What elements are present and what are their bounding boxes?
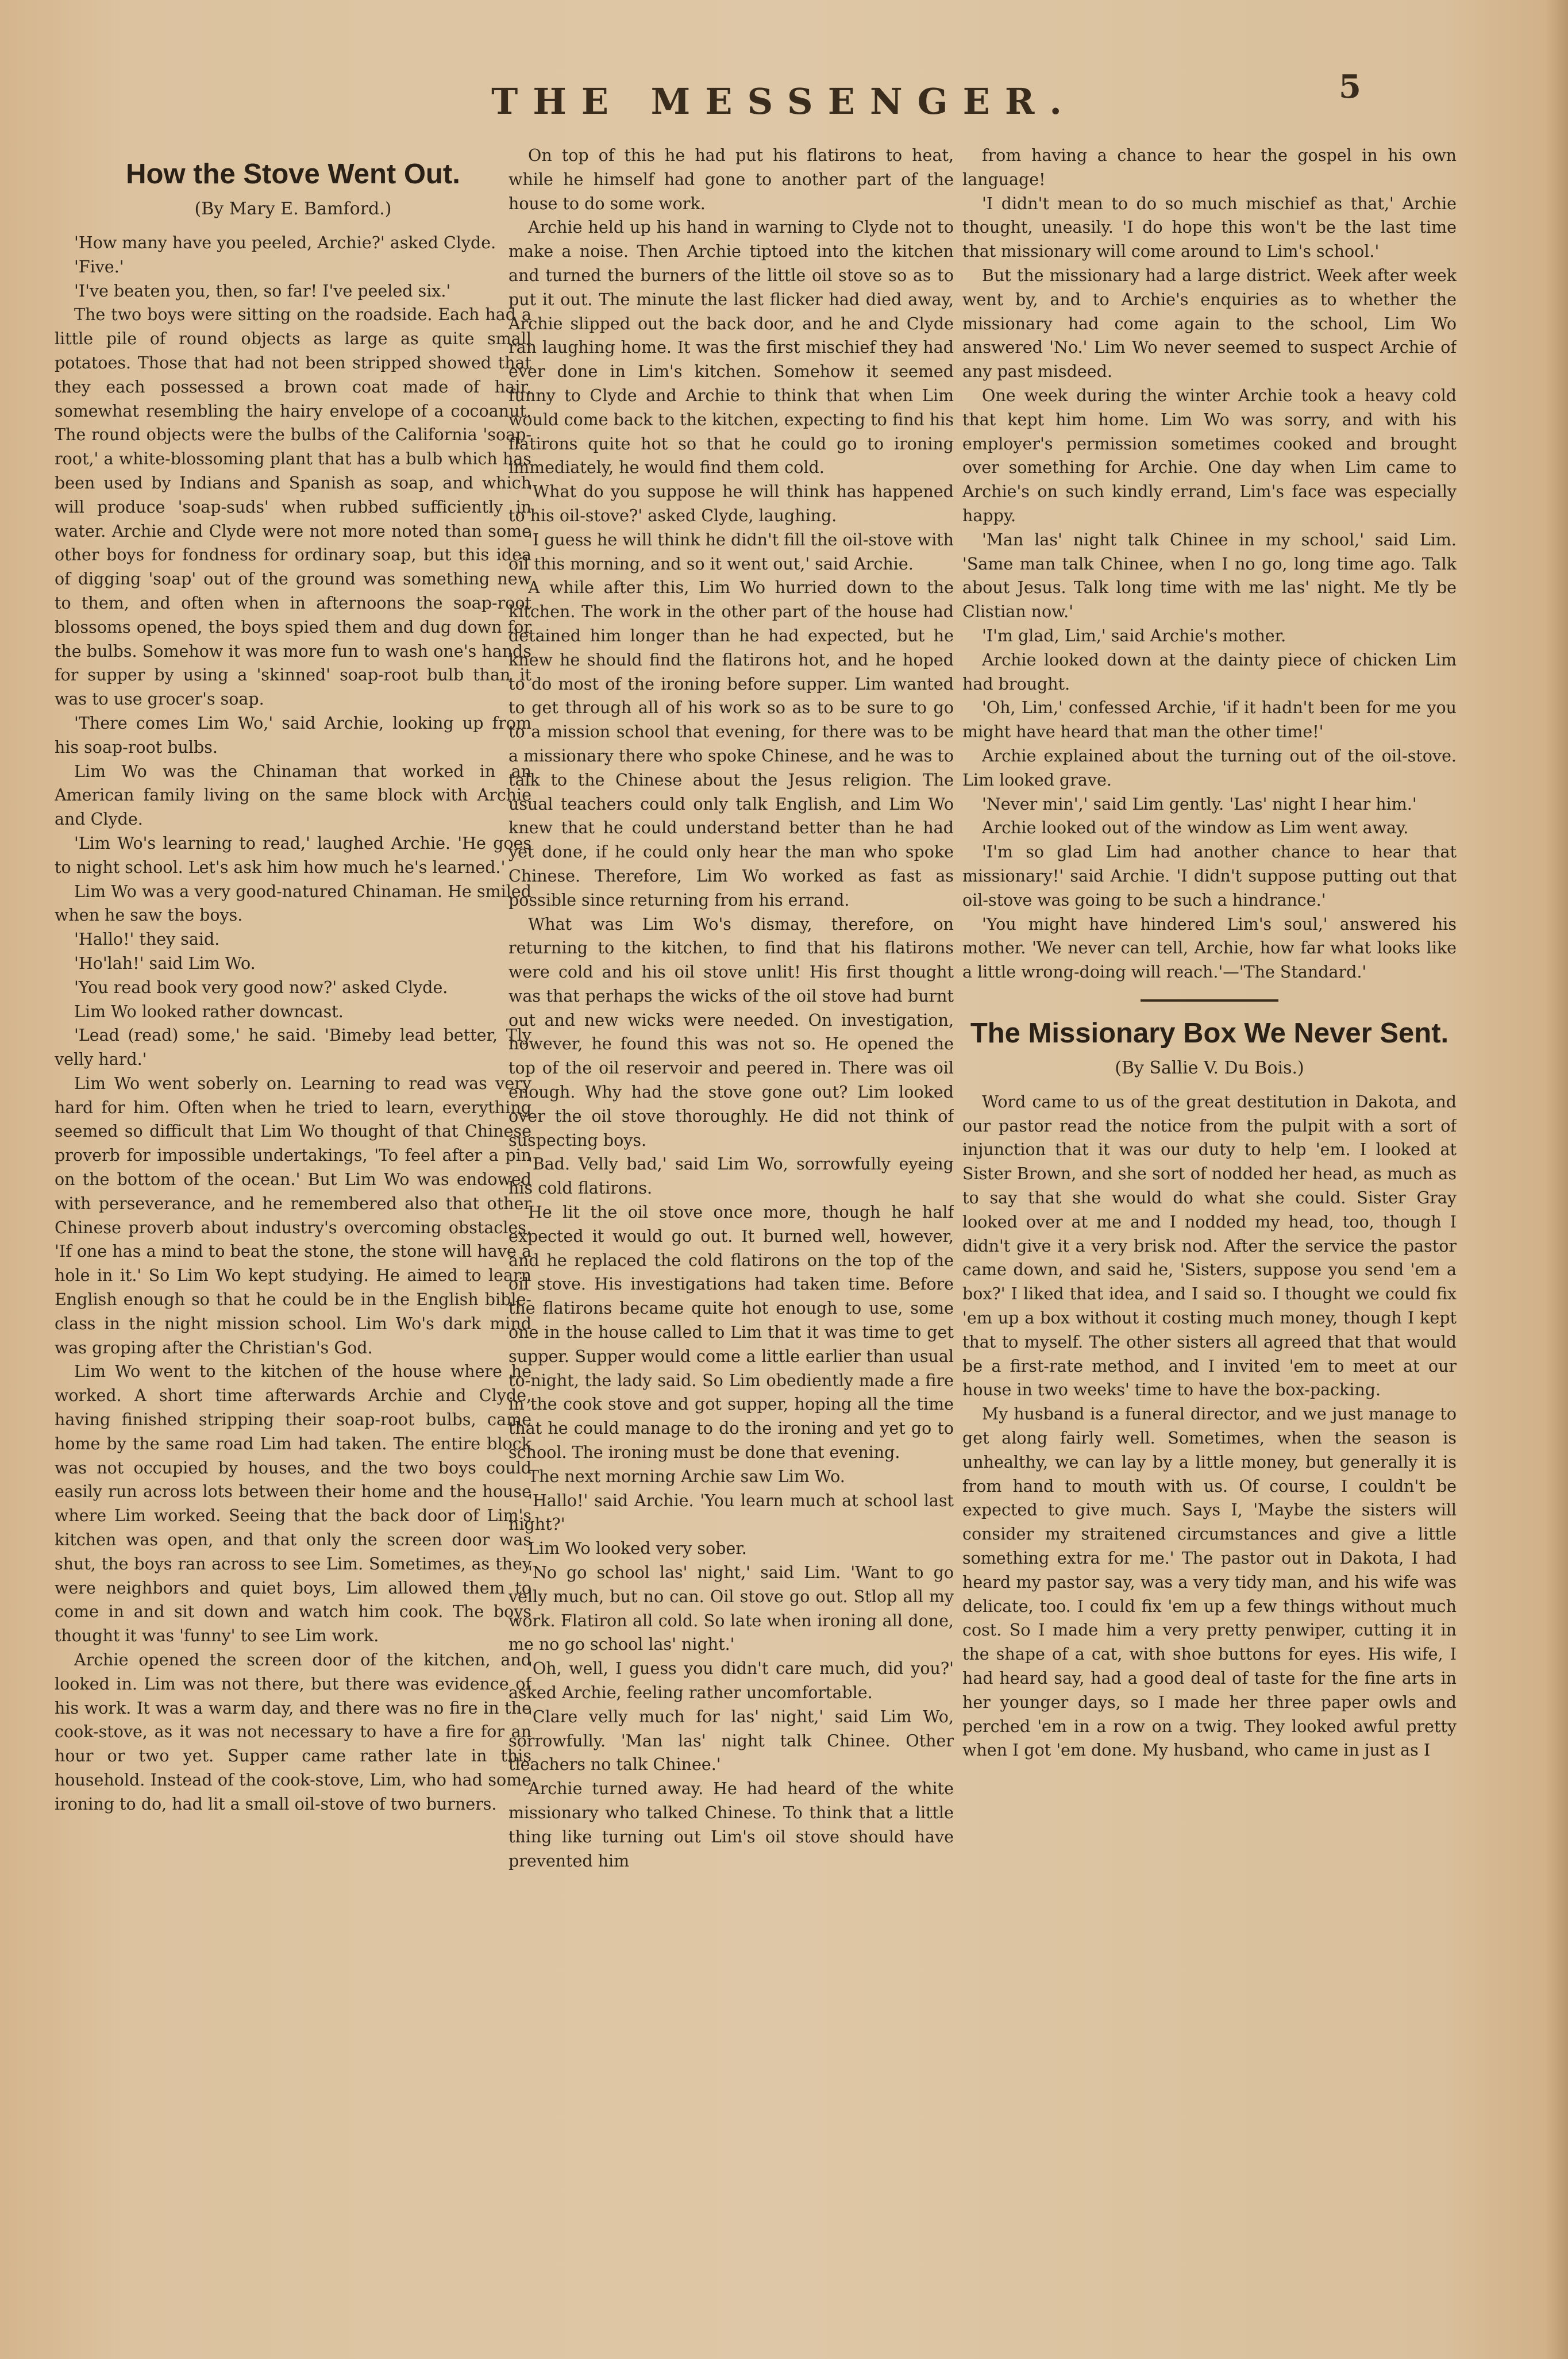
- paragraph: Lim Wo went to the kitchen of the house where he worked. A short time afterwards Archie and Clyde, having finished stripping their soap-root bulbs, came home by the same road Lim had taken. The entire block was not occupied by houses, and the two boys could easily run across lots between their home and the house where Lim worked. Seeing that the back door of Lim's kitchen was open, and that only the screen door was shut, the boys ran across to see Lim. Sometimes, as they were neighbors and quiet boys, Lim allowed them to come in and sit down and watch him cook. The boys thought it was 'funny' to see Lim work.: [55, 1362, 531, 1646]
- article-byline: (By Sallie V. Du Bois.): [1115, 1057, 1304, 1078]
- paragraph: The next morning Archie saw Lim Wo.: [528, 1467, 845, 1486]
- paragraph: 'I'm so glad Lim had another chance to hear that missionary!' said Archie. 'I didn't suppose putting out that oil-stove was going to be such a hindrance.': [962, 842, 1457, 910]
- paragraph: Lim Wo was the Chinaman that worked in an American family living on the same block with Archie and Clyde.: [55, 761, 531, 829]
- paragraph: Archie opened the screen door of the kitchen, and looked in. Lim was not there, but there was evidence of his work. It was a warm day, and there was no fire in the cook-stove, as it was not necessary to have a fire for an hour or two yet. Supper came rather late in this household. Instead of the cook-stove, Lim, who had some ironing to do, had lit a small oil-stove of two burners.: [55, 1650, 531, 1814]
- paragraph: 'There comes Lim Wo,' said Archie, looking up from his soap-root bulbs.: [55, 713, 531, 757]
- page-edge-shadow: [1546, 0, 1568, 2359]
- paragraph: Lim Wo looked rather downcast.: [74, 1002, 344, 1021]
- paragraph: But the missionary had a large district. Week after week went by, and to Archie's enquiries as to whether the missionary had come again to the school, Lim Wo answered 'No.' Lim Wo never seemed to suspect Archie of any past misdeed.: [962, 265, 1457, 382]
- paragraph: Archie explained about the turning out of the oil-stove. Lim looked grave.: [962, 746, 1457, 790]
- paragraph: 'No go school las' night,' said Lim. 'Want to go velly much, but no can. Oil stove go out. Stlop all my work. Flatiron all cold. So late when ironing all done, me no go school las' night.': [508, 1563, 954, 1654]
- paragraph: 'Lim Wo's learning to read,' laughed Archie. 'He goes to night school. Let's ask him how much he's learned.': [55, 833, 531, 877]
- column-3: [962, 144, 1457, 2327]
- paragraph: On top of this he had put his flatirons to heat, while he himself had gone to another part of the house to do some work.: [508, 146, 954, 213]
- article-title: How the Stove Went Out.: [126, 159, 460, 190]
- paragraph: One week during the winter Archie took a heavy cold that kept him home. Lim Wo was sorry, and with his employer's permission sometimes cooked and brought over something for Archie. One day when Lim came to Archie's on such kindly errand, Lim's face was especially happy.: [962, 386, 1457, 525]
- paragraph: 'Oh, Lim,' confessed Archie, 'if it hadn't been for me you might have heard that man the other time!': [962, 698, 1457, 742]
- paragraph: Archie turned away. He had heard of the white missionary who talked Chinese. To think that a little thing like turning out Lim's oil stove should have prevented him: [508, 1779, 954, 1871]
- page-number: 5: [1339, 68, 1361, 106]
- paragraph: Word came to us of the great destitution in Dakota, and our pastor read the notice from the pulpit with a sort of injunction that it was our duty to help 'em. I looked at Sister Brown, and she sort of nodded her head, as much as to say that she would do what she could. Sister Gray looked over at me and I nodded my head, too, though I didn't give it a very brisk nod. After the service the pastor came down, and said he, 'Sisters, suppose you send 'em a box?' I liked that idea, and I said so. I thought we could fix 'em up a box without it costing much money, though I kept that to myself. The other sisters all agreed that that would be a first-rate method, and I invited 'em to meet at our house in two weeks' time to have the box-packing.: [962, 1092, 1457, 1400]
- paragraph: Archie looked out of the window as Lim went away.: [982, 818, 1409, 838]
- paragraph: 'Never min',' said Lim gently. 'Las' night I hear him.': [982, 794, 1417, 814]
- paragraph: Lim Wo looked very sober.: [528, 1539, 747, 1558]
- paragraph: 'I guess he will think he didn't fill the oil-stove with oil this morning, and so it went out,' said Archie.: [508, 530, 954, 574]
- paragraph: 'Hallo!' said Archie. 'You learn much at school last night?': [508, 1491, 954, 1534]
- column-1: [55, 144, 531, 2327]
- paragraph: Lim Wo went soberly on. Learning to read was very hard for him. Often when he tried to learn, everything seemed so difficult that Lim Wo thought of that Chinese proverb for impossible undertakings, 'To feel after a pin on the bottom of the ocean.' But Lim Wo was endowed with perseverance, and he remembered also that other Chinese proverb about industry's overcoming obstacles, 'If one has a mind to beat the stone, the stone will have a hole in it.' So Lim Wo kept studying. He aimed to learn English enough so that he could be in the English bible-class in the night mission school. Lim Wo's dark mind was groping after the Christian's God.: [55, 1073, 531, 1357]
- paragraph: 'What do you suppose he will think has happened to his oil-stove?' asked Clyde, laughing.: [508, 482, 954, 525]
- paragraph: 'Clare velly much for las' night,' said Lim Wo, sorrowfully. 'Man las' night talk Chinee. Other tleachers no talk Chinee.': [508, 1707, 954, 1775]
- article-body: [55, 231, 531, 1817]
- paragraph: 'Man las' night talk Chinee in my school,' said Lim. 'Same man talk Chinee, when I no go, long time ago. Talk about Jesus. Talk long time with me las' night. Me tly be Clistian now.': [962, 530, 1457, 622]
- masthead: THE MESSENGER.: [491, 80, 1077, 122]
- article-title: The Missionary Box We Never Sent.: [970, 1017, 1449, 1049]
- paragraph: from having a chance to hear the gospel in his own language!: [962, 146, 1457, 189]
- paragraph: What was Lim Wo's dismay, therefore, on returning to the kitchen, to find that his flatirons were cold and his oil stove unlit! His first thought was that perhaps the wicks of the oil stove had burnt out and new wicks were needed. On investigation, however, he found this was not so. He opened the top of the oil reservoir and peered in. There was oil enough. Why had the stove gone out? Lim looked over the oil stove thoroughly. He did not think of suspecting boys.: [508, 914, 954, 1150]
- article-byline: (By Mary E. Bamford.): [194, 199, 392, 219]
- paragraph: Lim Wo was a very good-natured Chinaman. He smiled when he saw the boys.: [55, 882, 531, 925]
- article-body: [962, 1090, 1457, 1762]
- paragraph: 'Ho'lah!' said Lim Wo.: [74, 953, 256, 973]
- article-body: [508, 144, 954, 1873]
- paragraph: 'How many have you peeled, Archie?' asked Clyde.: [74, 233, 496, 252]
- paragraph: The two boys were sitting on the roadside. Each had a little pile of round objects as large as quite small potatoes. Those that had not been stripped showed that they each possessed a brown coat made of hair, somewhat resembling the hairy envelope of a cocoanut. The round objects were the bulbs of the California 'soap-root,' a white-blossoming plant that has a bulb which has been used by Indians and Spanish as soap, and which will produce 'soap-suds' when rubbed sufficiently in water. Archie and Clyde were not more noted than some other boys for fondness for ordinary soap, but this idea of digging 'soap' out of the ground was something new to them, and often when in afternoons the soap-root blossoms opened, the boys spied them and dug down for the bulbs. Somehow it was more fun to wash one's hands for supper by using a 'skinned' soap-root bulb than it was to use grocer's soap.: [55, 305, 531, 709]
- article-body: [962, 144, 1457, 984]
- paragraph: 'You might have hindered Lim's soul,' answered his mother. 'We never can tell, Archie, how far what looks like a little wrong-doing will reach.'—'The Standard.': [962, 914, 1457, 982]
- paragraph: He lit the oil stove once more, though he half expected it would go out. It burned well, however, and he replaced the cold flatirons on the top of the oil stove. His investigations had taken time. Before the flatirons became quite hot enough to use, some one in the house called to Lim that it was time to get supper. Supper would come a little earlier than usual to-night, the lady said. So Lim obediently made a fire in the cook stove and got supper, hoping all the time that he could manage to do the ironing and yet go to school. The ironing must be done that evening.: [508, 1203, 954, 1463]
- paragraph: 'I'm glad, Lim,' said Archie's mother.: [982, 626, 1286, 645]
- paragraph: 'Five.': [74, 257, 124, 276]
- paragraph: 'I've beaten you, then, so far! I've peeled six.': [74, 281, 451, 301]
- paragraph: A while after this, Lim Wo hurried down to the kitchen. The work in the other part of the house had detained him longer than he had expected, but he knew he should find the flatirons hot, and he hoped to do most of the ironing before supper. Lim wanted to get through all of his work so as to be sure to go to a mission school that evening, for there was to be a missionary there who spoke Chinese, and he was to talk to the Chinese about the Jesus religion. The usual teachers could only talk English, and Lim Wo knew that he could understand better than he had yet done, if he could only hear the man who spoke Chinese. Therefore, Lim Wo worked as fast as possible since returning from his errand.: [508, 578, 954, 910]
- section-divider: [1141, 999, 1278, 1002]
- paragraph: 'I didn't mean to do so much mischief as that,' Archie thought, uneasily. 'I do hope this won't be the last time that missionary will come around to Lim's school.': [962, 194, 1457, 261]
- paragraph: Archie looked down at the dainty piece of chicken Lim had brought.: [962, 650, 1457, 694]
- paragraph: 'Lead (read) some,' he said. 'Bimeby lead better, Tly velly hard.': [55, 1026, 531, 1069]
- column-2: [508, 144, 954, 2327]
- paragraph: My husband is a funeral director, and we just manage to get along fairly well. Sometimes, when the season is unhealthy, we can lay by a little money, but generally it is from hand to mouth with us. Of course, I couldn't be expected to give much. Says I, 'Maybe the sisters will consider my straitened circumstances and give a little something extra for me.' The pastor out in Dakota, I had heard my pastor say, was a very tidy man, and his wife was delicate, too. I could fix 'em up a few things without much cost. So I made him a very pretty penwiper, cutting it in the shape of a cat, with shoe buttons for eyes. His wife, I had heard say, had a good deal of taste for the fine arts in her younger days, so I made her three paper owls and perched 'em in a row on a twig. They looked awful pretty when I got 'em done. My husband, who came in just as I: [962, 1404, 1457, 1760]
- paragraph: 'Oh, well, I guess you didn't care much, did you?' asked Archie, feeling rather uncomfortable.: [508, 1659, 954, 1702]
- paragraph: 'Hallo!' they said.: [74, 930, 220, 949]
- paragraph: Archie held up his hand in warning to Clyde not to make a noise. Then Archie tiptoed into the kitchen and turned the burners of the little oil stove so as to put it out. The minute the last flicker had died away, Archie slipped out the back door, and he and Clyde ran laughing home. It was the first mischief they had ever done in Lim's kitchen. Somehow it seemed funny to Clyde and Archie to think that when Lim would come back to the kitchen, expecting to find his flatirons quite hot so that he could go to ironing immediately, he would find them cold.: [508, 218, 954, 478]
- paragraph: 'You read book very good now?' asked Clyde.: [74, 978, 448, 997]
- paragraph: 'Bad. Velly bad,' said Lim Wo, sorrowfully eyeing his cold flatirons.: [508, 1155, 954, 1198]
